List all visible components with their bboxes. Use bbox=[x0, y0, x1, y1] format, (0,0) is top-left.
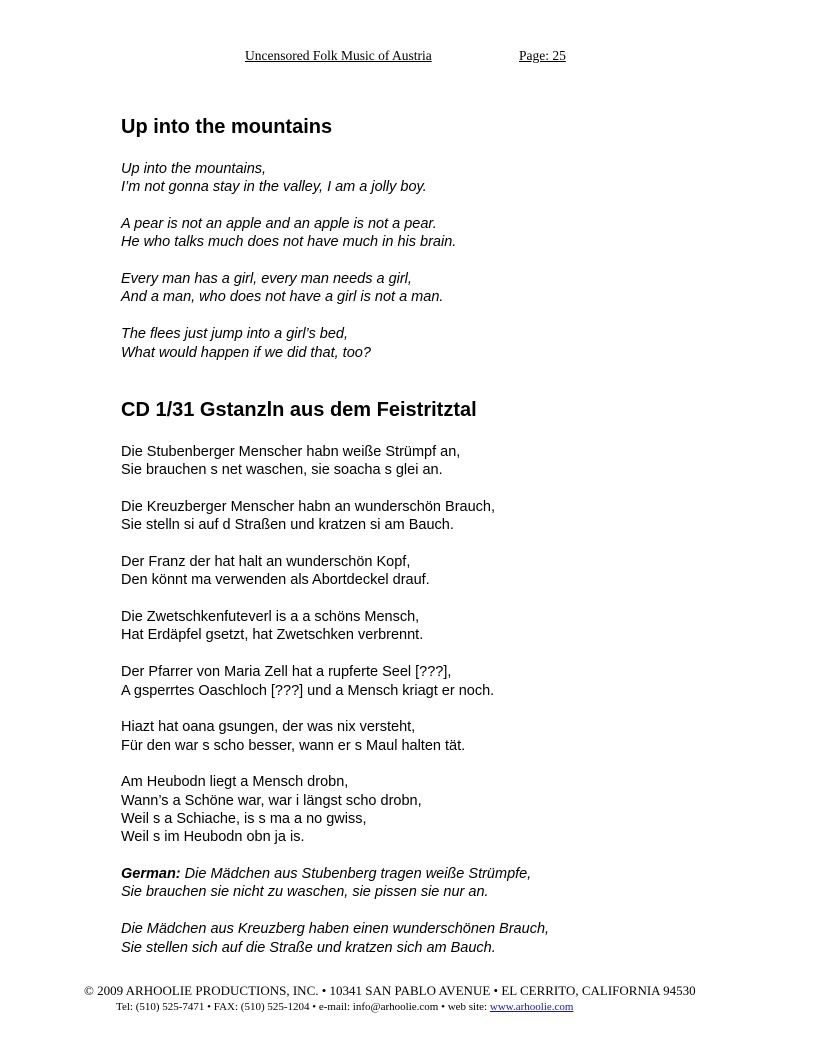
lyric-line: The flees just jump into a girl’s bed, bbox=[121, 326, 349, 343]
translation-line: Sie brauchen sie nicht zu waschen, sie pissen sie nur an. bbox=[121, 884, 489, 901]
lyric-line: Up into the mountains, bbox=[121, 161, 267, 177]
lyric-line: Für den war s scho besser, wann er s Maul halten tät. bbox=[121, 737, 466, 754]
lyric-line: Die Zwetschkenfuteverl is a a schöns Mensch, bbox=[121, 609, 420, 626]
translation-label: German: bbox=[121, 866, 181, 883]
stanza bbox=[121, 498, 741, 535]
lyric-line: A gsperrtes Oaschloch [???] und a Mensch kriagt er noch. bbox=[121, 682, 495, 699]
lyric-line: He who talks much does not have much in his brain. bbox=[121, 234, 457, 251]
stanza bbox=[121, 553, 741, 590]
lyric-line: Sie stelln si auf d Straßen und kratzen si am Bauch. bbox=[121, 517, 454, 534]
track-title: CD 1/31 Gstanzln aus dem Feistritztal bbox=[121, 398, 477, 421]
translation-text: Die Mädchen aus Stubenberg tragen weiße Strümpfe, bbox=[180, 866, 532, 883]
lyric-line: Sie brauchen s net waschen, sie soacha s glei an. bbox=[121, 462, 443, 479]
page-content bbox=[121, 114, 741, 975]
lyric-line: Am Heubodn liegt a Mensch drobn, bbox=[121, 774, 349, 791]
lyric-line: Der Pfarrer von Maria Zell hat a rupferte Seel [???], bbox=[121, 664, 452, 681]
translation-line: Die Mädchen aus Kreuzberg haben einen wunderschönen Brauch, bbox=[121, 921, 550, 938]
stanza bbox=[121, 160, 741, 197]
lyric-line: And a man, who does not have a girl is not a man. bbox=[121, 289, 444, 306]
lyric-line: Die Stubenberger Menscher habn weiße Strümpf an, bbox=[121, 443, 461, 460]
song-title: Up into the mountains bbox=[121, 116, 333, 138]
lyric-line: Weil s im Heubodn obn ja is. bbox=[121, 829, 305, 846]
translation-line bbox=[121, 865, 741, 883]
stanza bbox=[121, 270, 741, 307]
page-header bbox=[0, 48, 816, 68]
copyright-line: © 2009 ARHOOLIE PRODUCTIONS, INC. • 10341 SAN PABLO AVENUE • EL CERRITO, CALIFORNIA 94530 bbox=[84, 983, 696, 998]
lyric-line: Weil s a Schiache, is s ma a no gwiss, bbox=[121, 811, 367, 828]
lyric-line: A pear is not an apple and an apple is not a pear. bbox=[121, 216, 437, 233]
lyric-line: Der Franz der hat halt an wunderschön Kopf, bbox=[121, 554, 411, 571]
stanza bbox=[121, 663, 741, 700]
lyric-line: Den könnt ma verwenden als Abortdeckel drauf. bbox=[121, 572, 430, 589]
stanza bbox=[121, 325, 741, 362]
lyric-line: Every man has a girl, every man needs a girl, bbox=[121, 271, 412, 288]
stanza bbox=[121, 215, 741, 252]
stanza bbox=[121, 773, 741, 846]
lyric-line: Wann’s a Schöne war, war i längst scho drobn, bbox=[121, 792, 422, 809]
website-link[interactable]: www.arhoolie.com bbox=[489, 1001, 574, 1013]
document-title: Uncensored Folk Music of Austria bbox=[245, 48, 432, 63]
translation-stanza bbox=[121, 920, 741, 957]
translation-stanza bbox=[121, 865, 741, 902]
lyric-line: Die Kreuzberger Menscher habn an wunderschön Brauch, bbox=[121, 498, 495, 515]
page-number: Page: 25 bbox=[519, 48, 566, 63]
contact-info: Tel: (510) 525-7471 • FAX: (510) 525-1204 • e-mail: info@arhoolie.com • web site: bbox=[116, 1001, 490, 1013]
stanza bbox=[121, 443, 741, 480]
stanza bbox=[121, 718, 741, 755]
stanza bbox=[121, 608, 741, 645]
lyric-line: I’m not gonna stay in the valley, I am a jolly boy. bbox=[121, 179, 427, 196]
lyric-line: What would happen if we did that, too? bbox=[121, 344, 371, 361]
translation-line: Sie stellen sich auf die Straße und kratzen sich am Bauch. bbox=[121, 939, 496, 956]
lyric-line: Hiazt hat oana gsungen, der was nix versteht, bbox=[121, 719, 416, 736]
contact-line bbox=[116, 1001, 573, 1013]
lyric-line: Hat Erdäpfel gsetzt, hat Zwetschken verbrennt. bbox=[121, 627, 424, 644]
